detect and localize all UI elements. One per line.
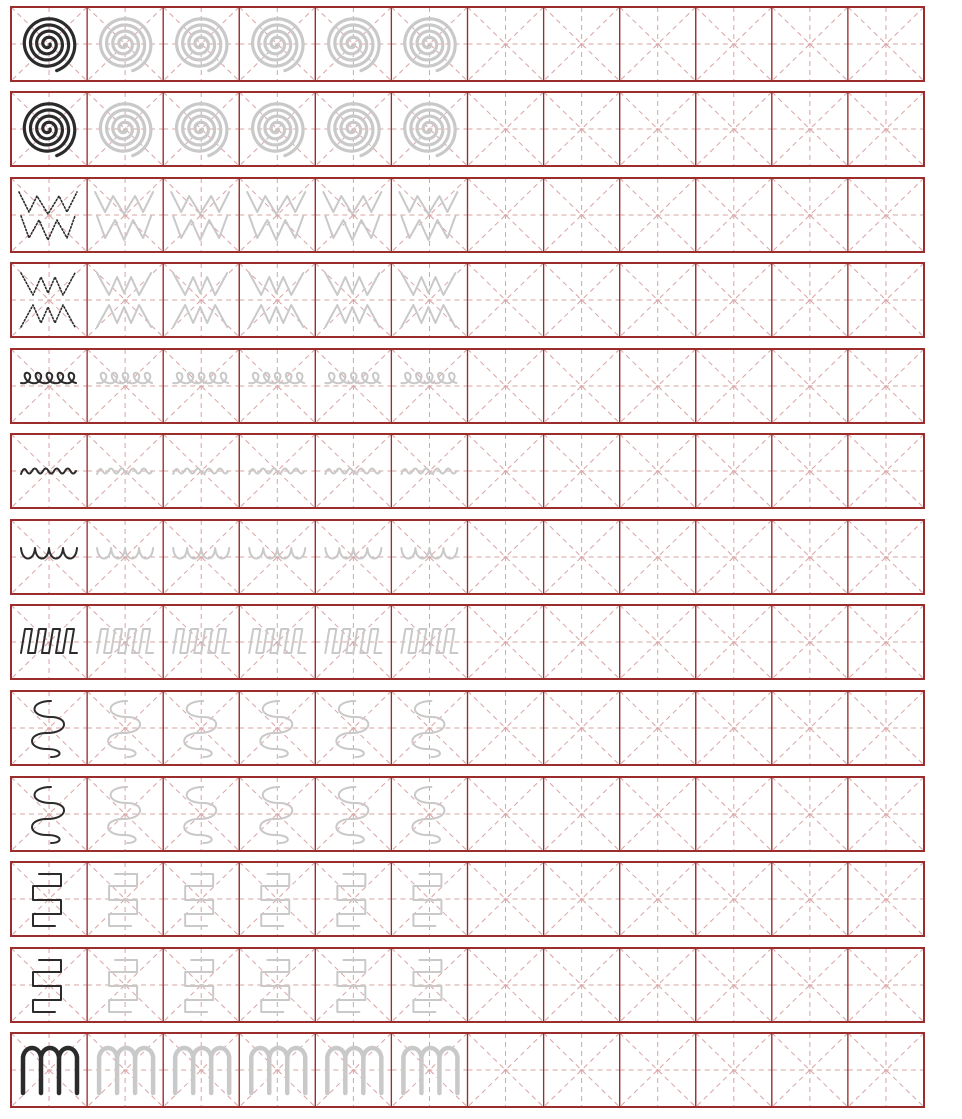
blank-practice-cell[interactable] — [848, 178, 924, 252]
trace-cell[interactable] — [163, 178, 239, 252]
trace-guide-spiral — [100, 19, 150, 71]
trace-cell[interactable] — [163, 777, 239, 851]
blank-practice-cell[interactable] — [772, 605, 848, 679]
square-serpentine-icon — [33, 960, 61, 1012]
blank-practice-cell[interactable] — [772, 1033, 848, 1107]
model-cell — [11, 520, 87, 594]
blank-practice-cell[interactable] — [468, 520, 544, 594]
practice-row — [11, 691, 924, 765]
practice-row — [11, 7, 924, 81]
blank-practice-cell[interactable] — [772, 7, 848, 81]
blank-practice-cell[interactable] — [620, 777, 696, 851]
model-cell — [11, 948, 87, 1022]
model-cell — [11, 1033, 87, 1107]
trace-cell[interactable] — [163, 434, 239, 508]
blank-practice-cell[interactable] — [468, 862, 544, 936]
trace-cell[interactable] — [163, 520, 239, 594]
blank-practice-cell[interactable] — [696, 691, 772, 765]
trace-cell[interactable] — [239, 862, 315, 936]
trace-cell[interactable] — [391, 434, 467, 508]
trace-cell[interactable] — [315, 434, 391, 508]
trace-guide-loops — [401, 373, 456, 384]
square-serpentine-icon — [33, 874, 61, 926]
spiral-icon — [24, 19, 75, 71]
blank-practice-cell[interactable] — [848, 92, 924, 166]
blank-practice-cell[interactable] — [772, 691, 848, 765]
trace-guide-spiral — [253, 19, 303, 71]
trace-cell[interactable] — [239, 92, 315, 166]
practice-row — [11, 434, 924, 508]
trace-cell[interactable] — [239, 1033, 315, 1107]
practice-row — [11, 777, 924, 851]
blank-practice-cell[interactable] — [468, 1033, 544, 1107]
blank-practice-cell[interactable] — [468, 92, 544, 166]
trace-cell[interactable] — [315, 948, 391, 1022]
model-cell — [11, 862, 87, 936]
blank-practice-cell[interactable] — [620, 691, 696, 765]
trace-cell[interactable] — [163, 605, 239, 679]
blank-practice-cell[interactable] — [544, 178, 620, 252]
blank-practice-cell[interactable] — [544, 605, 620, 679]
trace-cell[interactable] — [391, 263, 467, 337]
blank-practice-cell[interactable] — [696, 92, 772, 166]
blank-practice-cell[interactable] — [772, 777, 848, 851]
blank-practice-cell[interactable] — [544, 263, 620, 337]
trace-cell[interactable] — [315, 92, 391, 166]
trace-cell[interactable] — [163, 92, 239, 166]
trace-guide-spiral — [329, 19, 379, 71]
trace-cell[interactable] — [315, 862, 391, 936]
trace-guide-square-serpentine — [337, 874, 365, 926]
trace-cell[interactable] — [87, 7, 163, 81]
trace-guide-square-serpentine — [261, 874, 289, 926]
trace-cell[interactable] — [163, 349, 239, 423]
blank-practice-cell[interactable] — [696, 434, 772, 508]
trace-cell[interactable] — [391, 862, 467, 936]
blank-practice-cell[interactable] — [772, 520, 848, 594]
trace-cell[interactable] — [163, 691, 239, 765]
trace-cell[interactable] — [239, 520, 315, 594]
blank-practice-cell[interactable] — [772, 92, 848, 166]
blank-practice-cell[interactable] — [772, 434, 848, 508]
trace-cell[interactable] — [239, 605, 315, 679]
trace-cell[interactable] — [163, 7, 239, 81]
model-cell — [11, 777, 87, 851]
trace-guide-square-serpentine — [109, 874, 137, 926]
trace-guide-square-serpentine — [185, 960, 213, 1012]
trace-cell[interactable] — [87, 948, 163, 1022]
trace-cell[interactable] — [87, 92, 163, 166]
blank-practice-cell[interactable] — [848, 520, 924, 594]
blank-practice-cell[interactable] — [848, 7, 924, 81]
trace-cell[interactable] — [315, 349, 391, 423]
practice-row — [11, 178, 924, 252]
practice-row — [11, 520, 924, 594]
model-cell — [11, 7, 87, 81]
blank-practice-cell[interactable] — [696, 948, 772, 1022]
blank-practice-cell[interactable] — [696, 520, 772, 594]
trace-cell[interactable] — [239, 434, 315, 508]
trace-guide-square-serpentine — [109, 960, 137, 1012]
trace-cell[interactable] — [391, 1033, 467, 1107]
trace-guide-square-serpentine — [337, 960, 365, 1012]
blank-practice-cell[interactable] — [544, 948, 620, 1022]
trace-cell[interactable] — [391, 605, 467, 679]
blank-practice-cell[interactable] — [696, 263, 772, 337]
practice-row — [11, 263, 924, 337]
blank-practice-cell[interactable] — [696, 777, 772, 851]
blank-practice-cell[interactable] — [544, 520, 620, 594]
trace-guide-loops — [249, 373, 304, 384]
blank-practice-cell[interactable] — [544, 92, 620, 166]
blank-practice-cell[interactable] — [468, 777, 544, 851]
trace-cell[interactable] — [391, 7, 467, 81]
blank-practice-cell[interactable] — [848, 605, 924, 679]
blank-practice-cell[interactable] — [620, 263, 696, 337]
blank-practice-cell[interactable] — [772, 263, 848, 337]
trace-cell[interactable] — [315, 178, 391, 252]
trace-cell[interactable] — [315, 520, 391, 594]
blank-practice-cell[interactable] — [620, 605, 696, 679]
practice-row — [11, 92, 924, 166]
blank-practice-cell[interactable] — [468, 178, 544, 252]
trace-guide-spiral — [329, 104, 379, 156]
trace-cell[interactable] — [87, 520, 163, 594]
trace-cell[interactable] — [315, 7, 391, 81]
blank-practice-cell[interactable] — [696, 349, 772, 423]
trace-cell[interactable] — [163, 1033, 239, 1107]
blank-practice-cell[interactable] — [544, 434, 620, 508]
loops-icon — [21, 373, 76, 384]
blank-practice-cell[interactable] — [772, 349, 848, 423]
trace-cell[interactable] — [87, 605, 163, 679]
model-cell — [11, 434, 87, 508]
trace-cell[interactable] — [163, 263, 239, 337]
trace-guide-square-serpentine — [413, 874, 441, 926]
blank-practice-cell[interactable] — [468, 7, 544, 81]
trace-cell[interactable] — [87, 434, 163, 508]
blank-practice-cell[interactable] — [848, 434, 924, 508]
trace-cell[interactable] — [239, 349, 315, 423]
blank-practice-cell[interactable] — [468, 605, 544, 679]
blank-practice-cell[interactable] — [848, 1033, 924, 1107]
blank-practice-cell[interactable] — [544, 862, 620, 936]
trace-cell[interactable] — [87, 862, 163, 936]
blank-practice-cell[interactable] — [620, 1033, 696, 1107]
trace-cell[interactable] — [239, 777, 315, 851]
practice-row — [11, 862, 924, 936]
blank-practice-cell[interactable] — [544, 777, 620, 851]
trace-guide-spiral — [253, 104, 303, 156]
trace-cell[interactable] — [315, 1033, 391, 1107]
blank-practice-cell[interactable] — [696, 862, 772, 936]
spiral-icon — [24, 104, 75, 156]
trace-guide-loops — [325, 373, 380, 384]
blank-practice-cell[interactable] — [620, 948, 696, 1022]
trace-cell[interactable] — [239, 7, 315, 81]
blank-practice-cell[interactable] — [772, 948, 848, 1022]
blank-practice-cell[interactable] — [620, 7, 696, 81]
blank-practice-cell[interactable] — [772, 862, 848, 936]
blank-practice-cell[interactable] — [848, 948, 924, 1022]
blank-practice-cell[interactable] — [468, 948, 544, 1022]
trace-guide-square-serpentine — [261, 960, 289, 1012]
trace-cell[interactable] — [87, 349, 163, 423]
trace-cell[interactable] — [239, 263, 315, 337]
trace-cell[interactable] — [315, 605, 391, 679]
blank-practice-cell[interactable] — [848, 263, 924, 337]
trace-cell[interactable] — [239, 948, 315, 1022]
practice-row — [11, 948, 924, 1022]
trace-guide-loops — [97, 373, 152, 384]
trace-cell[interactable] — [391, 777, 467, 851]
trace-cell[interactable] — [391, 948, 467, 1022]
practice-row — [11, 605, 924, 679]
blank-practice-cell[interactable] — [620, 520, 696, 594]
blank-practice-cell[interactable] — [544, 691, 620, 765]
trace-cell[interactable] — [315, 777, 391, 851]
blank-practice-cell[interactable] — [468, 691, 544, 765]
blank-practice-cell[interactable] — [468, 349, 544, 423]
trace-cell[interactable] — [315, 263, 391, 337]
trace-cell[interactable] — [163, 862, 239, 936]
blank-practice-cell[interactable] — [620, 92, 696, 166]
blank-practice-cell[interactable] — [620, 434, 696, 508]
trace-cell[interactable] — [239, 178, 315, 252]
blank-practice-cell[interactable] — [696, 1033, 772, 1107]
model-cell — [11, 263, 87, 337]
trace-cell[interactable] — [391, 178, 467, 252]
trace-cell[interactable] — [87, 777, 163, 851]
model-cell — [11, 92, 87, 166]
practice-row — [11, 1033, 924, 1107]
trace-guide-square-serpentine — [185, 874, 213, 926]
trace-cell[interactable] — [391, 691, 467, 765]
blank-practice-cell[interactable] — [848, 777, 924, 851]
blank-practice-cell[interactable] — [848, 349, 924, 423]
model-cell — [11, 349, 87, 423]
trace-cell[interactable] — [87, 263, 163, 337]
trace-cell[interactable] — [87, 691, 163, 765]
trace-guide-loops — [173, 373, 228, 384]
blank-practice-cell[interactable] — [696, 605, 772, 679]
trace-cell[interactable] — [87, 178, 163, 252]
blank-practice-cell[interactable] — [544, 349, 620, 423]
trace-cell[interactable] — [163, 948, 239, 1022]
blank-practice-cell[interactable] — [848, 862, 924, 936]
blank-practice-cell[interactable] — [696, 7, 772, 81]
blank-practice-cell[interactable] — [468, 263, 544, 337]
trace-cell[interactable] — [87, 1033, 163, 1107]
trace-guide-spiral — [100, 104, 150, 156]
trace-cell[interactable] — [391, 92, 467, 166]
trace-cell[interactable] — [391, 349, 467, 423]
blank-practice-cell[interactable] — [772, 178, 848, 252]
blank-practice-cell[interactable] — [544, 1033, 620, 1107]
blank-practice-cell[interactable] — [620, 862, 696, 936]
trace-cell[interactable] — [391, 520, 467, 594]
blank-practice-cell[interactable] — [848, 691, 924, 765]
model-cell — [11, 605, 87, 679]
blank-practice-cell[interactable] — [544, 7, 620, 81]
trace-cell[interactable] — [315, 691, 391, 765]
blank-practice-cell[interactable] — [696, 178, 772, 252]
blank-practice-cell[interactable] — [468, 434, 544, 508]
blank-practice-cell[interactable] — [620, 178, 696, 252]
practice-row — [11, 349, 924, 423]
blank-practice-cell[interactable] — [620, 349, 696, 423]
trace-guide-square-serpentine — [413, 960, 441, 1012]
model-cell — [11, 178, 87, 252]
trace-cell[interactable] — [239, 691, 315, 765]
model-cell — [11, 691, 87, 765]
